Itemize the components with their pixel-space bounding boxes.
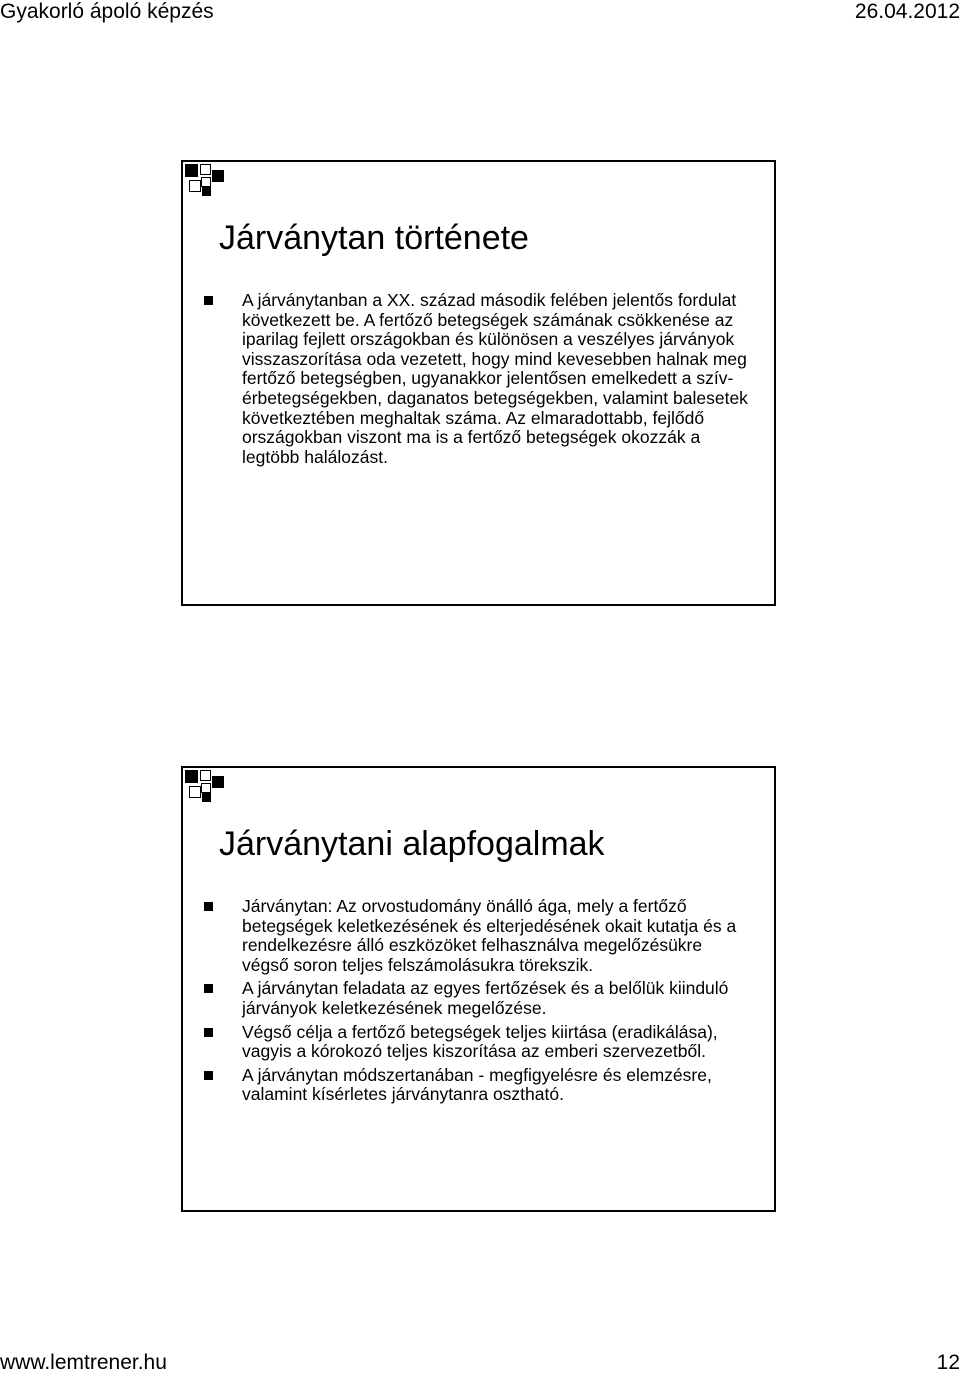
bullet-text: A járványtan módszertanában - megfigyelésre és elemzésre, valamint kísérletes járványtanra osztható. bbox=[242, 1064, 712, 1105]
square-bullet-icon bbox=[204, 984, 213, 993]
bullet-item bbox=[203, 1023, 748, 1062]
bullet-text: Végső célja a fertőző betegségek teljes kiirtása (eradikálása), vagyis a kórokozó teljes kiszorítása az emberi szervezetből. bbox=[242, 1021, 718, 1062]
square-bullet-icon bbox=[204, 1071, 213, 1080]
bullet-item bbox=[203, 897, 748, 975]
header-date: 26.04.2012 bbox=[854, 0, 960, 23]
square-bullet-icon bbox=[204, 1028, 213, 1037]
bullet-item bbox=[203, 291, 748, 467]
bullet-list bbox=[203, 897, 748, 1109]
slide-logo-icon bbox=[183, 162, 231, 198]
bullet-text: A járványtan feladata az egyes fertőzések és a belőlük kiinduló járványok keletkezésének megelőzése. bbox=[242, 978, 729, 1018]
footer-url: www.lemtrener.hu bbox=[0, 1351, 167, 1374]
bullet-text: A járványtanban a XX. század második felében jelentős fordulat következett be. A fertőző betegségek számának csökkenése az iparilag fejlett országokban és különösen a veszélyes járványok visszaszorítása oda vezetett, hogy mind kevesebben halnak meg fertőző betegségben, ugyanakkor jelentősen emelkedett a szív-érbetegségekben, daganatos betegségekben, valamint balesetek következtében meghaltak száma. Az elmaradottabb, fejlődő országokban viszont ma is a fertőző betegségek okozzák a legtöbb halálozást. bbox=[242, 290, 748, 467]
bullet-item bbox=[203, 979, 748, 1018]
bullet-list bbox=[203, 291, 748, 471]
header-title: Gyakorló ápoló képzés bbox=[0, 0, 214, 23]
square-bullet-icon bbox=[204, 296, 213, 305]
slide-title: Járványtan története bbox=[219, 219, 529, 257]
square-bullet-icon bbox=[204, 902, 213, 911]
slide-2 bbox=[181, 766, 776, 1212]
slide-title: Járványtani alapfogalmak bbox=[219, 825, 605, 863]
bullet-item bbox=[203, 1066, 748, 1105]
page-number: 12 bbox=[936, 1351, 960, 1374]
slide-1 bbox=[181, 160, 776, 606]
slide-logo-icon bbox=[183, 768, 231, 804]
bullet-text: Járványtan: Az orvostudomány önálló ága, mely a fertőző betegségek keletkezésének és elterjedésének okait kutatja és a rendelkezésre álló eszközöket felhasználva megelőzésükre végső soron teljes felszámolásukra törekszik. bbox=[242, 896, 737, 975]
